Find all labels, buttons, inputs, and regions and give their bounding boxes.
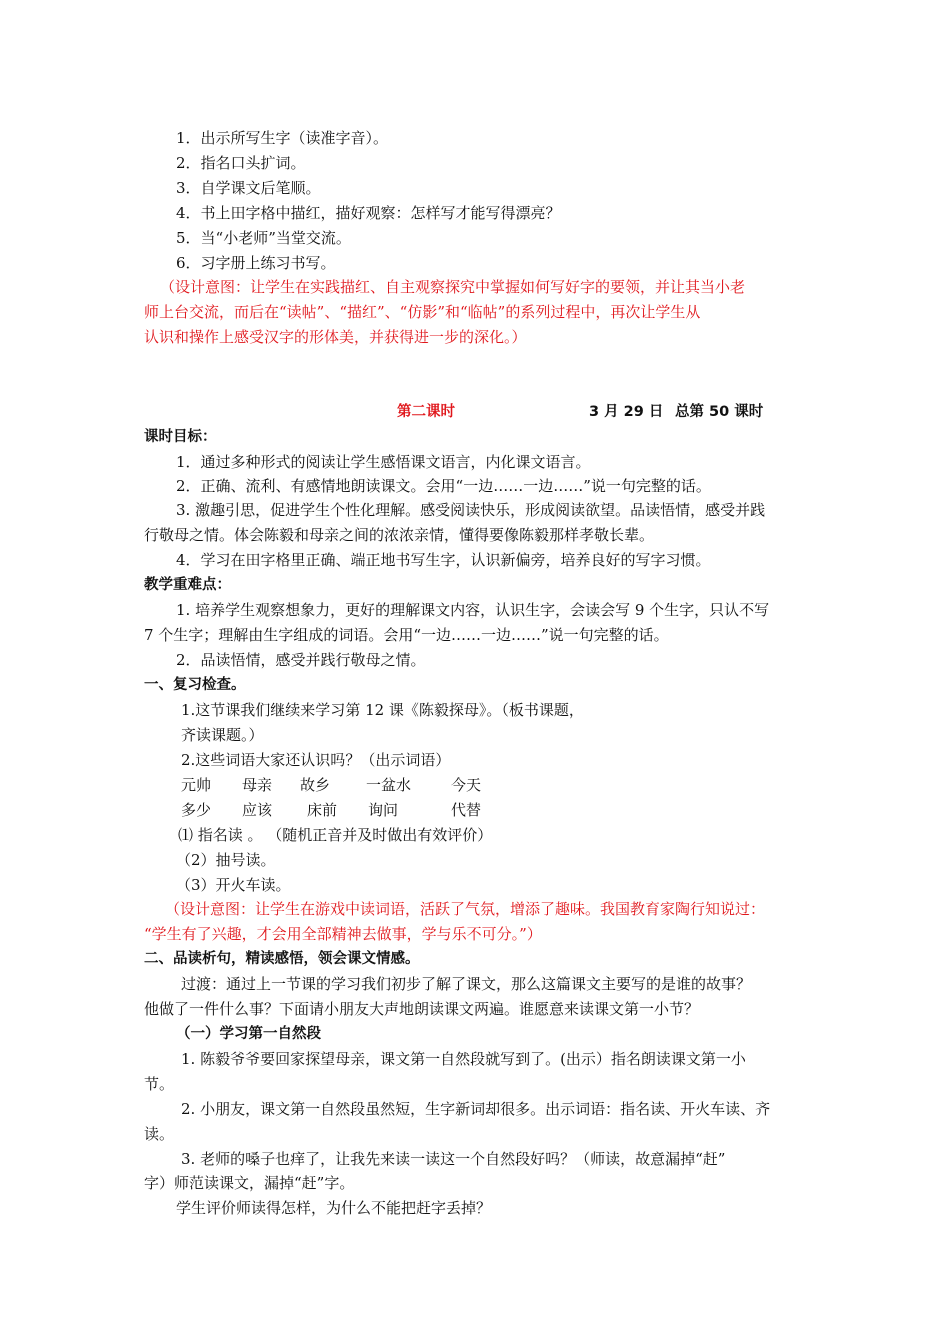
intro-design-note-line-2: 师上台交流，而后在“读帖”、“描红”、“仿影”和“临帖”的系列过程中，再次让学生从 <box>144 303 701 321</box>
intro-step-6: 6．习字册上练习书写。 <box>176 254 336 272</box>
section1-design-note-line-1: （设计意图：让学生在游戏中读词语，活跃了气氛，增添了趣味。我国教育家陶行知说过： <box>165 900 766 918</box>
intro-design-note-line-3: 认识和操作上感受汉字的形体美，并获得进一步的深化。） <box>144 328 527 346</box>
section2-line-4: 读。 <box>144 1125 175 1143</box>
objectives-heading: 课时目标： <box>144 429 217 445</box>
intro-step-5: 5．当“小老师”当堂交流。 <box>176 229 351 247</box>
intro-step-3: 3．自学课文后笔顺。 <box>176 179 321 197</box>
difficulties-heading: 教学重难点： <box>144 577 231 593</box>
word-xunwen: 询问 <box>368 801 399 819</box>
section2-transition-line-1: 过渡：通过上一节课的学习我们初步了解了课文，那么这篇课文主要写的是谁的故事？ <box>181 975 752 993</box>
word-yinggai: 应该 <box>242 801 273 819</box>
section2-line-6: 字）师范读课文，漏掉“赶”字。 <box>144 1174 355 1192</box>
word-muqin: 母亲 <box>242 776 273 794</box>
section2-line-1: 1. 陈毅爷爷要回家探望母亲，课文第一自然段就写到了。(出示）指名朗读课文第一小 <box>181 1050 746 1068</box>
section1-design-note-line-2: “学生有了兴趣，才会用全部精神去做事，学与乐不可分。”） <box>144 925 542 943</box>
difficulty-line-2: 7 个生字；理解由生字组成的词语。会用“一边……一边……”说一句完整的话。 <box>144 626 669 644</box>
section2-transition-line-2: 他做了一件什么事？下面请小朋友大声地朗读课文两遍。谁愿意来读课文第一小节？ <box>144 1000 700 1018</box>
section2-subheading: （一）学习第一自然段 <box>176 1026 321 1042</box>
section1-line-3: 2.这些词语大家还认识吗？（出示词语） <box>181 751 451 769</box>
section2-line-2: 节。 <box>144 1075 175 1093</box>
section1-line-1: 1.这节课我们继续来学习第 12 课《陈毅探母》。（板书课题， <box>181 701 584 719</box>
intro-step-2: 2．指名口头扩词。 <box>176 154 306 172</box>
objective-line-1: 1．通过多种形式的阅读让学生感悟课文语言，内化课文语言。 <box>176 453 591 471</box>
objective-line-3: 3. 激趣引思，促进学生个性化理解。感受阅读快乐，形成阅读欲望。品读悟情，感受并践 <box>176 501 766 519</box>
section2-line-3: 2. 小朋友，课文第一自然段虽然短，生字新词却很多。出示词语：指名读、开火车读、齐 <box>181 1100 771 1118</box>
section2-line-5: 3. 老师的嗓子也痒了，让我先来读一读这一个自然段好吗？（师读，故意漏掉“赶” <box>181 1150 726 1168</box>
section2-line-7: 学生评价师读得怎样，为什么不能把赶字丢掉？ <box>176 1199 492 1217</box>
objective-line-5: 4．学习在田字格里正确、端正地书写生字，认识新偏旁，培养良好的写字习惯。 <box>176 551 711 569</box>
lesson-title: 第二课时 <box>397 404 455 420</box>
word-duoshao: 多少 <box>181 801 212 819</box>
intro-step-4: 4．书上田字格中描红，描好观察：怎样写才能写得漂亮？ <box>176 204 561 222</box>
section1-step-3: （3）开火车读。 <box>176 876 291 894</box>
word-yipenshui: 一盆水 <box>366 776 412 794</box>
intro-design-note-line-1: （设计意图：让学生在实践描红、自主观察探究中掌握如何写好字的要领，并让其当小老 <box>160 278 746 296</box>
lesson-total: 总第 50 课时 <box>675 404 764 420</box>
word-chuangqian: 床前 <box>307 801 338 819</box>
objective-line-2: 2．正确、流利、有感情地朗读课文。会用“一边……一边……”说一句完整的话。 <box>176 477 711 495</box>
section1-heading: 一、复习检查。 <box>144 677 246 693</box>
intro-step-1: 1．出示所写生字（读准字音）。 <box>176 129 389 147</box>
section1-step-2: （2）抽号读。 <box>176 851 276 869</box>
word-guxiang: 故乡 <box>300 776 331 794</box>
word-daiti: 代替 <box>451 801 482 819</box>
difficulty-line-1: 1. 培养学生观察想象力，更好的理解课文内容，认识生字，会读会写 9 个生字，只认不写 <box>176 601 770 619</box>
word-jintian: 今天 <box>451 776 482 794</box>
section1-step-1: ⑴ 指名读 。 （随机正音并及时做出有效评价） <box>178 826 493 844</box>
word-yuanshuai: 元帅 <box>181 776 212 794</box>
section2-heading: 二、品读析句，精读感悟，领会课文情感。 <box>144 951 420 967</box>
objective-line-4: 行敬母之情。体会陈毅和母亲之间的浓浓亲情，懂得要像陈毅那样孝敬长辈。 <box>144 526 655 544</box>
section1-line-2: 齐读课题。） <box>181 726 264 744</box>
lesson-date: 3 月 29 日 <box>589 404 664 420</box>
difficulty-line-3: 2．品读悟情，感受并践行敬母之情。 <box>176 651 426 669</box>
